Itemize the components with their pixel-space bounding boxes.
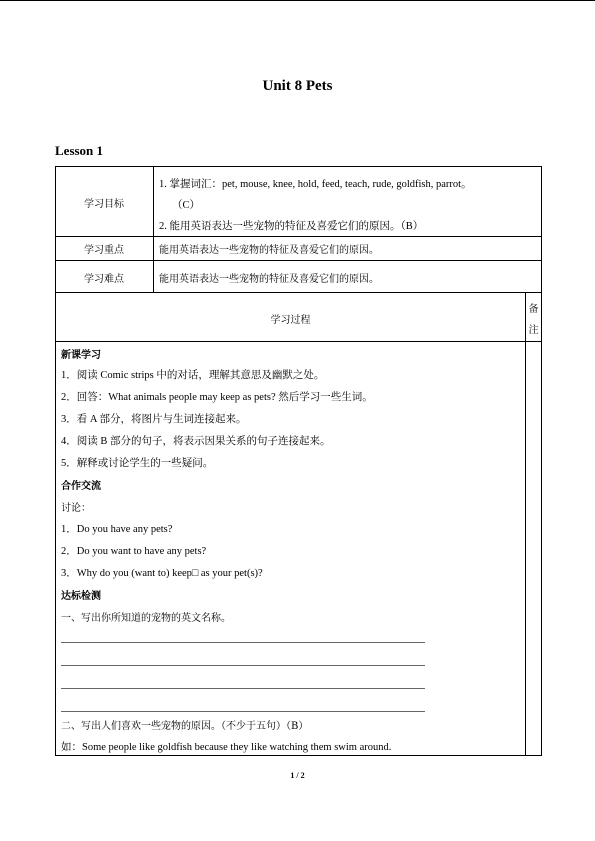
list-item: 2．回答：What animals people may keep as pets? 然后学习一些生词。 xyxy=(61,392,373,403)
question-2: 二、写出人们喜欢一些宠物的原因。（不少于五句）（B） xyxy=(61,721,309,732)
question-1: 一、写出你所知道的宠物的英文名称。 xyxy=(61,613,231,624)
answer-line xyxy=(61,665,425,666)
table-rule xyxy=(525,292,526,755)
section-heading-check: 达标检测 xyxy=(61,591,101,602)
list-item: 3．看 A 部分，将图片与生词连接起来。 xyxy=(61,414,247,425)
table-rule xyxy=(55,292,542,293)
goal-line: （C） xyxy=(172,200,201,211)
difficult-points-label: 学习难点 xyxy=(84,274,124,285)
process-label: 学习过程 xyxy=(270,315,311,326)
page-title: Unit 8 Pets xyxy=(262,78,333,94)
list-item: 3．Why do you (want to) keep□ as your pet(s)? xyxy=(61,568,263,579)
notes-label: 注 xyxy=(528,325,539,336)
list-item: 4．阅读 B 部分的句子，将表示因果关系的句子连接起来。 xyxy=(61,436,331,447)
table-rule xyxy=(55,166,542,167)
table-rule xyxy=(55,341,542,342)
section-heading-coop: 合作交流 xyxy=(61,481,101,492)
key-points-label: 学习重点 xyxy=(84,245,124,256)
list-item: 5．解释或讨论学生的一些疑问。 xyxy=(61,458,214,469)
list-item: 1．阅读 Comic strips 中的对话，理解其意思及幽默之处。 xyxy=(61,370,325,381)
answer-line xyxy=(61,688,425,689)
goal-line: 2. 能用英语表达一些宠物的特征及喜爱它们的原因。（B） xyxy=(159,221,424,232)
goal-line: 1. 掌握词汇：pet, mouse, knee, hold, feed, teach, rude, goldfish, parrot。 xyxy=(159,179,472,190)
discuss-label: 讨论： xyxy=(61,503,91,514)
table-rule xyxy=(55,236,542,237)
answer-line xyxy=(61,711,425,712)
table-rule xyxy=(153,166,154,293)
answer-line xyxy=(61,642,425,643)
list-item: 2．Do you want to have any pets? xyxy=(61,546,207,557)
table-rule xyxy=(541,166,542,756)
table-rule xyxy=(55,755,542,756)
lesson-heading: Lesson 1 xyxy=(55,143,104,158)
list-item: 1．Do you have any pets? xyxy=(61,524,173,535)
difficult-points-text: 能用英语表达一些宠物的特征及喜爱它们的原因。 xyxy=(159,274,379,285)
example-sentence: 如：Some people like goldfish because they like watching them swim around. xyxy=(61,742,392,753)
page-number: 1 / 2 xyxy=(290,771,305,780)
notes-label: 备 xyxy=(528,304,539,315)
section-heading-new: 新课学习 xyxy=(61,350,101,361)
top-rule xyxy=(0,0,595,1)
goals-label: 学习目标 xyxy=(84,199,124,210)
key-points-text: 能用英语表达一些宠物的特征及喜爱它们的原因。 xyxy=(159,245,379,256)
table-rule xyxy=(55,260,542,261)
